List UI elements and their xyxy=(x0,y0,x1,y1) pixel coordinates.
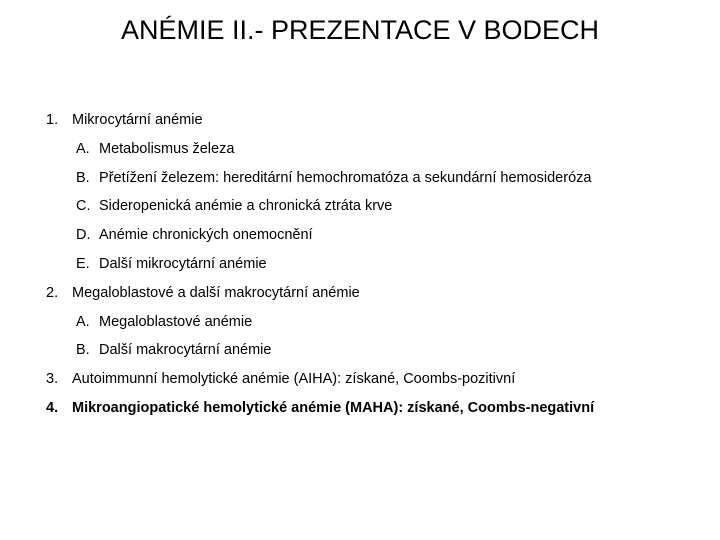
sub-item-label: Anémie chronických onemocnění xyxy=(99,227,313,243)
list-item-number: 4. xyxy=(46,400,59,416)
list-item-label: Mikrocytární anémie xyxy=(72,112,203,128)
slide-title: ANÉMIE II.- PREZENTACE V BODECH xyxy=(120,15,600,45)
sub-item-label: Megaloblastové anémie xyxy=(99,314,253,330)
list-item-label: Mikroangiopatické hemolytické anémie (MAHA): získané, Coombs-negativní xyxy=(72,400,595,416)
list-item-label: Megaloblastové a další makrocytární anémie xyxy=(72,285,360,301)
sub-item-label: Sideropenická anémie a chronická ztráta krve xyxy=(99,198,393,214)
sub-item-letter: A. xyxy=(76,314,90,330)
sub-item-letter: A. xyxy=(76,141,90,157)
sub-item-label: Další mikrocytární anémie xyxy=(99,256,267,272)
sub-item-letter: C. xyxy=(76,198,91,214)
list-item-number: 2. xyxy=(46,285,59,301)
sub-item-label: Metabolismus železa xyxy=(99,141,235,157)
sub-item-label: Další makrocytární anémie xyxy=(99,342,272,358)
sub-item-letter: B. xyxy=(76,170,90,186)
sub-item-label: Přetížení železem: hereditární hemochromatóza a sekundární hemosideróza xyxy=(99,170,592,186)
sub-item-letter: E. xyxy=(76,256,90,272)
list-item-label: Autoimmunní hemolytické anémie (AIHA): získané, Coombs-pozitivní xyxy=(72,371,516,387)
sub-item-letter: D. xyxy=(76,227,91,243)
sub-item-letter: B. xyxy=(76,342,90,358)
list-item-number: 3. xyxy=(46,371,59,387)
list-item-number: 1. xyxy=(46,112,59,128)
